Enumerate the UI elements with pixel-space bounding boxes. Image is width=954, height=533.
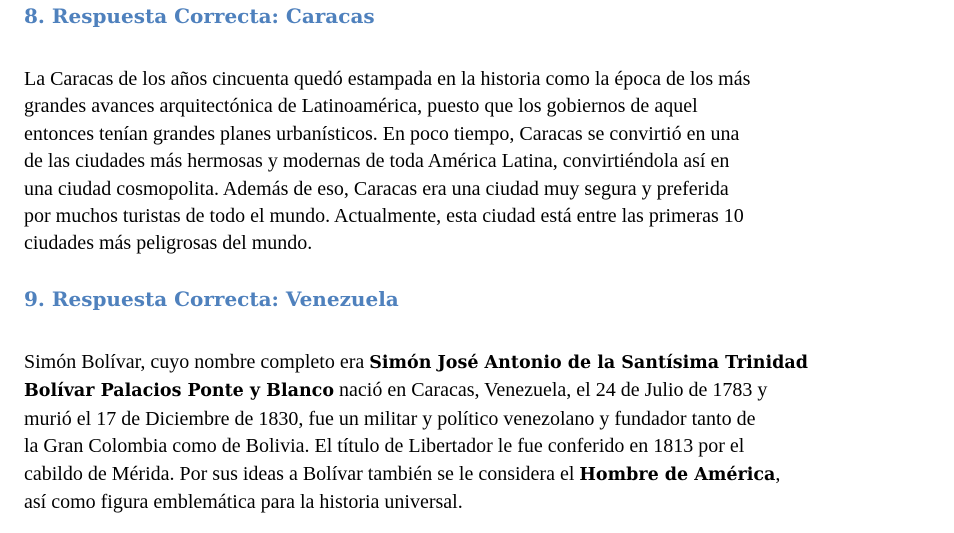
paragraph-line [24, 349, 924, 377]
paragraph-line: murió el 17 de Diciembre de 1830, fue un militar y político venezolano y fundador tanto de [24, 407, 756, 430]
paragraph-text: nació en Caracas, Venezuela, el 24 de Julio de 1783 y [334, 379, 768, 402]
paragraph-line: así como figura emblemática para la historia universal. [24, 491, 463, 514]
answer-9-paragraph [24, 349, 924, 516]
paragraph-line: entonces tenían grandes planes urbanísticos. En poco tiempo, Caracas se convirtió en una [24, 122, 740, 145]
paragraph-line: por muchos turistas de todo el mundo. Actualmente, esta ciudad está entre las primeras 10 [24, 205, 744, 228]
paragraph-text: , [775, 462, 781, 485]
paragraph-line [24, 461, 924, 489]
paragraph-line [24, 377, 924, 405]
paragraph-line: grandes avances arquitectónica de Latinoamérica, puesto que los gobiernos de aquel [24, 95, 698, 118]
hombre-de-america-bold: Hombre de América [579, 464, 776, 485]
answer-8-paragraph [24, 66, 924, 258]
answer-9-heading: 9. Respuesta Correcta: Venezuela [24, 287, 399, 311]
paragraph-text: cabildo de Mérida. Por sus ideas a Bolívar también se le considera el [24, 462, 580, 485]
answer-8-heading: 8. Respuesta Correcta: Caracas [24, 4, 375, 28]
paragraph-line: La Caracas de los años cincuenta quedó estampada en la historia como la época de los más [24, 68, 751, 90]
paragraph-text: Simón Bolívar, cuyo nombre completo era [24, 351, 370, 373]
paragraph-line: ciudades más peligrosas del mundo. [24, 232, 313, 255]
paragraph-line: una ciudad cosmopolita. Además de eso, Caracas era una ciudad muy segura y preferida [24, 177, 729, 200]
full-name-bold-continued: Bolívar Palacios Ponte y Blanco [24, 381, 335, 402]
paragraph-line: de las ciudades más hermosas y modernas de toda América Latina, convirtiéndola así en [24, 150, 730, 173]
full-name-bold: Simón José Antonio de la Santísima Trinidad [369, 353, 808, 373]
paragraph-line: la Gran Colombia como de Bolivia. El título de Libertador le fue conferido en 1813 por el [24, 435, 745, 458]
